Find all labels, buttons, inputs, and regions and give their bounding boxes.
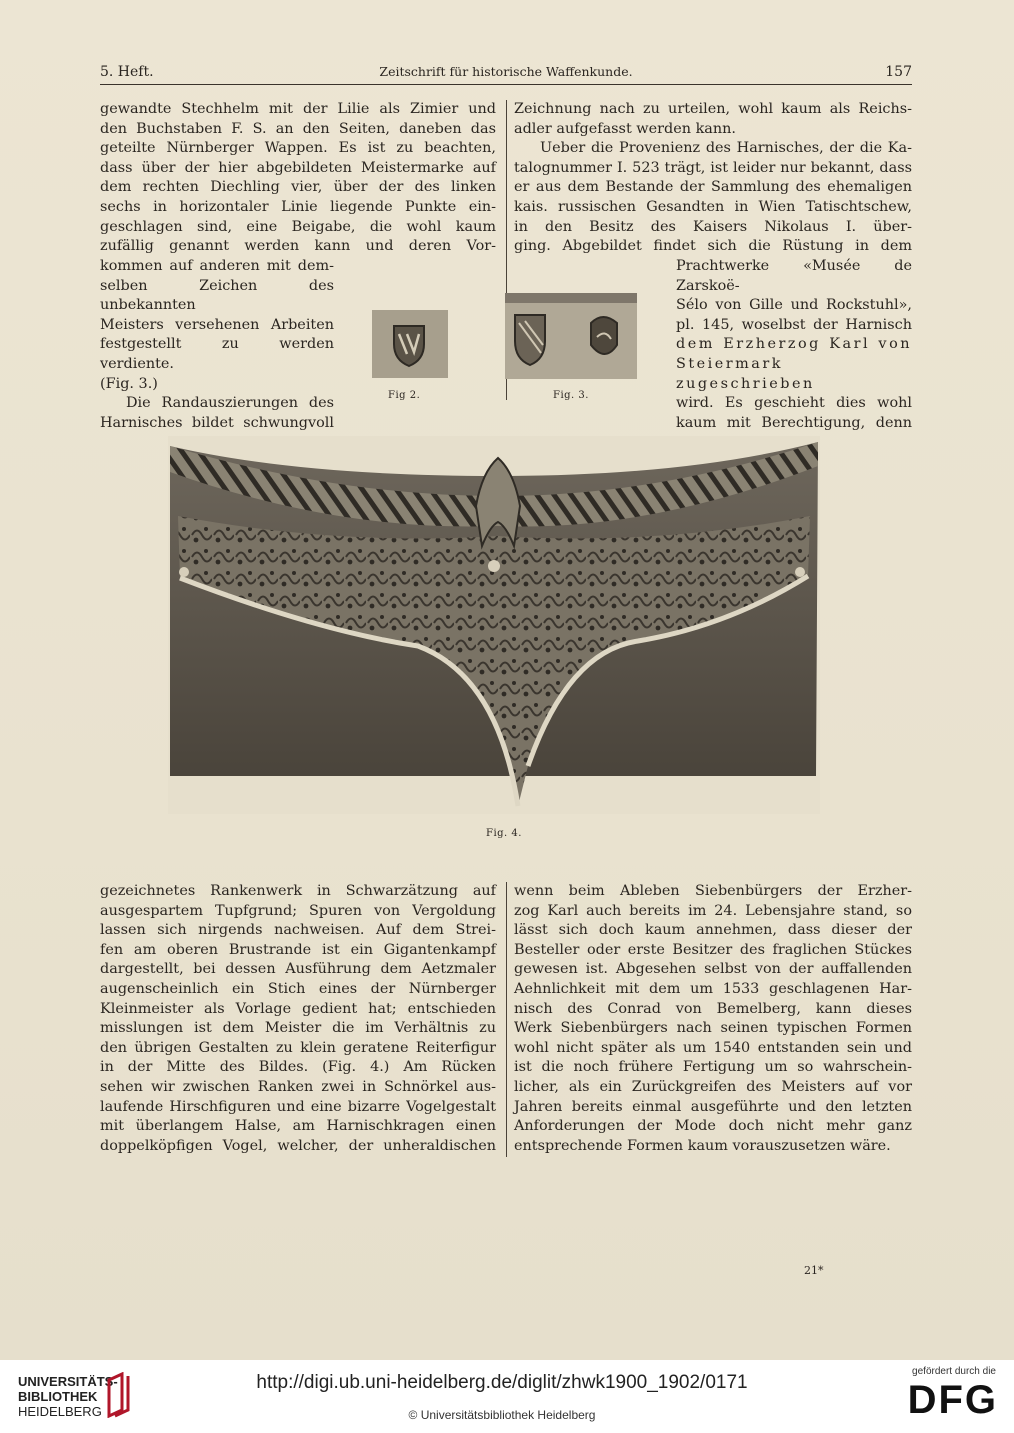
text-line: entsprechende Formen kaum vorauszusetzen wäre. bbox=[514, 1137, 891, 1154]
text-line: Sélo von Gille und Rockstuhl», bbox=[676, 297, 912, 314]
library-name-line: HEIDELBERG bbox=[18, 1404, 102, 1419]
column-rule-bottom bbox=[506, 882, 507, 1157]
text-line: sehen wir zwischen Ranken zwei in Schnörkel aus- bbox=[100, 1078, 496, 1095]
text-line: fen am oberen Brustrande ist ein Gigantenkampf bbox=[100, 941, 496, 958]
figure-3-master-marks bbox=[505, 293, 637, 379]
running-header bbox=[100, 62, 912, 85]
text-line: Besteller oder erste Besitzer des fraglichen Stückes bbox=[514, 941, 912, 958]
text-line: lassen sich nirgends nachweisen. Auf dem Strei- bbox=[100, 922, 496, 939]
column-1-narrow bbox=[100, 257, 334, 433]
text-line: in der Mitte des Bildes. (Fig. 4.) Am Rücken bbox=[100, 1059, 496, 1076]
text-line: talognummer I. 523 trägt, ist leider nur bekannt, dass bbox=[514, 159, 912, 176]
figure-4-breastplate bbox=[168, 436, 820, 814]
column-2-narrow bbox=[676, 257, 912, 433]
issue-number: 5. Heft. bbox=[100, 64, 154, 80]
text-line: wohl nicht später als um 1540 entstanden sein und bbox=[514, 1039, 912, 1056]
shield-mark-icon bbox=[372, 310, 448, 378]
text-line: mit überlangem Halse, am Harnischkragen einen bbox=[100, 1118, 496, 1135]
signature-mark: 21* bbox=[804, 1264, 824, 1277]
text-line: gewandte Stechhelm mit der Lilie als Zimier und bbox=[100, 101, 496, 117]
text-line: kommen auf anderen mit dem- bbox=[100, 258, 334, 274]
permalink-url[interactable]: http://digi.ub.uni-heidelberg.de/diglit/zhwk1900_1902/0171 bbox=[256, 1372, 748, 1393]
breastplate-image bbox=[168, 436, 820, 814]
text-line: kais. russischen Gesandten in Wien Tatischtschew, bbox=[514, 198, 912, 215]
text-line: festgestellt zu werden verdiente. bbox=[100, 336, 334, 372]
text-line: sechs in horizontaler Linie liegende Punkte ein- bbox=[100, 198, 496, 215]
library-logo[interactable] bbox=[18, 1374, 118, 1419]
text-line: lässt sich doch kaum annehmen, dass dieser der bbox=[514, 922, 912, 939]
text-line: kaum mit Berechtigung, denn bbox=[676, 414, 912, 431]
digitization-footer bbox=[0, 1360, 1014, 1433]
column-1-top bbox=[100, 100, 496, 257]
text-line: Zeichnung nach zu urteilen, wohl kaum als Reichs- bbox=[514, 101, 912, 117]
text-line: Kleinmeister als Vorlage gedient hat; entschieden bbox=[100, 1000, 496, 1017]
text-line: dem rechten Diechling vier, über der des linken bbox=[100, 179, 496, 196]
text-line: Ueber die Provenienz des Harnisches, der die Ka- bbox=[540, 140, 912, 157]
text-line: augenscheinlich ein Stich eines der Nürnberger bbox=[100, 980, 496, 997]
text-line: wird. Es geschieht dies wohl bbox=[676, 395, 912, 412]
text-line: Meisters versehenen Arbeiten bbox=[100, 316, 334, 333]
text-line: selben Zeichen des unbekannten bbox=[100, 277, 334, 314]
text-line: er aus dem Bestande der Sammlung des ehemaligen bbox=[514, 179, 912, 196]
text-line: (Fig. 3.) bbox=[100, 375, 158, 392]
text-line: geteilte Nürnberger Wappen. Es ist zu beachten, bbox=[100, 140, 496, 157]
text-line: misslungen ist dem Meister die im Verhältnis zu bbox=[100, 1020, 496, 1037]
text-line: den übrigen Gestalten zu klein geratene Reiterfigur bbox=[100, 1039, 496, 1056]
text-line: Jahren bereits einmal ausgeführte und den letzten bbox=[514, 1098, 912, 1115]
text-line: dem Erzherzog Karl von bbox=[676, 336, 912, 353]
column-2-top bbox=[514, 100, 912, 257]
text-line: gewesen ist. Abgesehen selbst von der auffallenden bbox=[514, 961, 912, 978]
text-line: laufende Hirschfiguren und eine bizarre Vogelgestalt bbox=[100, 1098, 496, 1115]
text-line: Werk Siebenbürgers nach seinen typischen Formen bbox=[514, 1020, 912, 1037]
text-line: Prachtwerke «Musée de Zarskoë- bbox=[676, 258, 912, 294]
text-line: geschlagen sind, eine Beigabe, die wohl kaum bbox=[100, 218, 496, 235]
library-name-line: UNIVERSITÄTS- bbox=[18, 1374, 118, 1389]
dfg-logo[interactable]: DFG bbox=[907, 1378, 998, 1422]
text-line: pl. 145, woselbst der Harnisch bbox=[676, 316, 912, 333]
text-line: nisch des Conrad von Bemelberg, kann dieses bbox=[514, 1000, 912, 1017]
column-2-bottom bbox=[514, 882, 912, 1156]
text-line: Harnisches bildet schwungvoll bbox=[100, 414, 334, 431]
text-line: ging. Abgebildet findet sich die Rüstung in dem bbox=[514, 238, 912, 255]
text-line: licher, als ein Zurückgreifen des Meisters auf vor bbox=[514, 1078, 912, 1095]
figure-3-caption: Fig. 3. bbox=[553, 390, 589, 401]
text-line: Steiermark zugeschrieben bbox=[676, 355, 815, 392]
text-line: zog Karl auch bereits im 24. Lebensjahre stand, so bbox=[514, 902, 912, 919]
copyright-notice: © Universitätsbibliothek Heidelberg bbox=[408, 1408, 596, 1422]
figure-2-caption: Fig 2. bbox=[388, 390, 421, 401]
text-line: ist die noch frühere Fertigung um so wahrschein- bbox=[514, 1059, 912, 1076]
text-line: Anforderungen der Mode doch nicht mehr ganz bbox=[514, 1118, 912, 1135]
text-line: wenn beim Ableben Siebenbürgers der Erzher- bbox=[514, 883, 912, 899]
journal-title: Zeitschrift für historische Waffenkunde. bbox=[379, 64, 633, 79]
figure-4-caption: Fig. 4. bbox=[486, 828, 522, 839]
library-name-line: BIBLIOTHEK bbox=[18, 1389, 98, 1404]
text-line: adler aufgefasst werden kann. bbox=[514, 120, 736, 137]
text-line: gezeichnetes Rankenwerk in Schwarzätzung auf bbox=[100, 883, 496, 899]
column-1-bottom bbox=[100, 882, 496, 1156]
library-emblem-icon bbox=[106, 1372, 130, 1418]
text-line: in den Besitz des Kaisers Nikolaus I. über- bbox=[514, 218, 912, 235]
text-line: doppelköpfigen Vogel, welcher, der unheraldischen bbox=[100, 1137, 496, 1154]
text-line: Die Randauszierungen des bbox=[126, 395, 334, 412]
page-number: 157 bbox=[885, 64, 912, 80]
text-line: dargestellt, bei dessen Ausführung dem Aetzmaler bbox=[100, 961, 496, 978]
figure-2-master-mark bbox=[372, 310, 448, 378]
text-line: zufällig genannt werden kann und deren Vor- bbox=[100, 238, 496, 255]
text-line: dass über der hier abgebildeten Meistermarke auf bbox=[100, 159, 496, 176]
text-line: den Buchstaben F. S. an den Seiten, daneben das bbox=[100, 120, 496, 137]
double-mark-icon bbox=[505, 293, 637, 379]
text-line: ausgespartem Tupfgrund; Spuren von Vergoldung bbox=[100, 902, 496, 919]
sponsor-label: gefördert durch die bbox=[912, 1366, 996, 1377]
text-line: Aehnlichkeit mit dem um 1533 geschlagenen Har- bbox=[514, 980, 912, 997]
